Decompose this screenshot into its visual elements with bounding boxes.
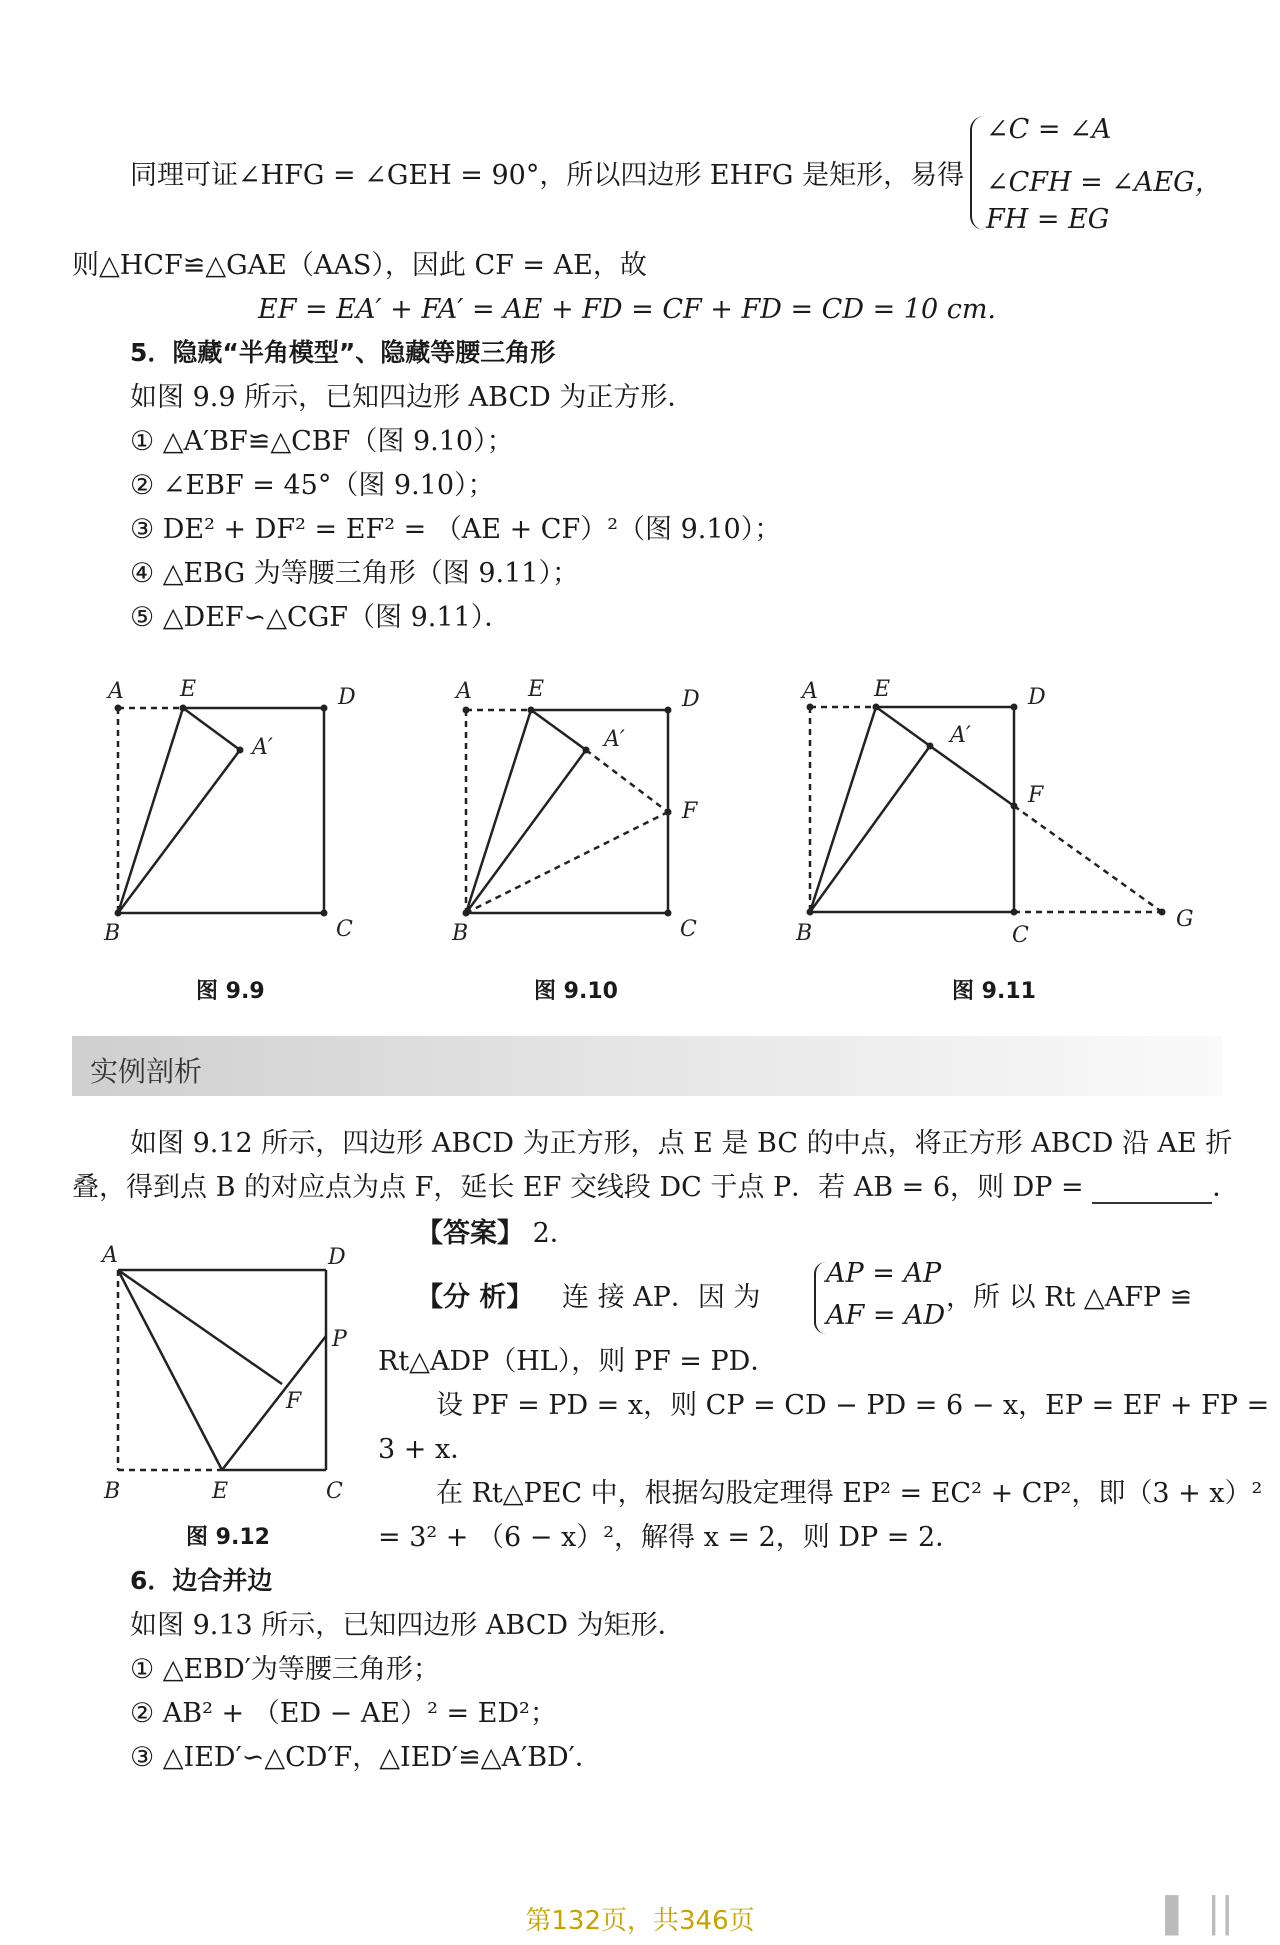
label-F: F [682,799,698,824]
label-D: D [682,687,700,712]
analysis-line: 3 + x． [378,1434,478,1465]
label-A: A [456,679,472,704]
label-A-prime: A′ [252,735,273,760]
problem-end: ． [1212,1172,1240,1203]
figure-caption: 图 9.11 [952,979,1036,1004]
segment-EA1 [183,708,240,750]
figure-caption: 图 9.9 [196,979,265,1004]
label-B: B [104,921,121,946]
answer-value: 2． [532,1218,577,1249]
segment-A1B [118,750,240,913]
label-A-prime: A′ [950,723,971,748]
label-A: A [102,1243,118,1268]
label-C: C [336,917,353,942]
section-title: 实例剖析 [90,1055,203,1088]
label-F: F [286,1389,302,1414]
problem-text: 叠，得到点 B 的对应点为点 F，延长 EF 交线段 DC 于点 P．若 AB = 6，则 DP = [72,1172,1084,1203]
label-E: E [528,677,545,702]
label-C: C [1012,923,1029,948]
analysis-line [416,1282,760,1314]
analysis-text: 连 接 AP．因 为 [562,1282,761,1313]
list-item: ③ DE² + DF² = EF² = （AE + CF）²（图 9.10）； [130,514,782,545]
section-band [72,1036,1222,1096]
list-item: ① △EBD′为等腰三角形； [130,1654,440,1685]
text-line: 则△HCF≌△GAE（AAS），因此 CF = AE，故 [72,250,647,281]
label-E: E [874,677,891,702]
label-E: E [180,677,197,702]
label-A-prime: A′ [604,727,625,752]
label-C: C [680,917,697,942]
figure-9-11 [794,670,1214,950]
list-item: ④ △EBG 为等腰三角形（图 9.11）； [130,558,579,589]
text-line: 如图 9.13 所示，已知四边形 ABCD 为矩形． [130,1610,685,1641]
left-brace [814,1262,826,1334]
text-line: 同理可证∠HFG = ∠GEH = 90°，所以四边形 EHFG 是矩形，易得 [130,160,965,191]
list-item: ② AB² + （ED − AE）² = ED²； [130,1698,557,1729]
section-heading: 6．边合并边 [130,1566,273,1595]
list-item: ③ △IED′∽△CD′F，△IED′≌△A′BD′． [130,1742,602,1773]
analysis-line: = 3² + （6 − x）²，解得 x = 2，则 DP = 2． [378,1522,963,1553]
figure-9-12 [96,1234,376,1514]
label-D: D [328,1245,346,1270]
list-item: ① △A′BF≌△CBF（图 9.10）； [130,426,514,457]
label-F: F [1028,783,1044,808]
label-P: P [332,1327,347,1352]
system-row: AF = AD [826,1300,946,1331]
answer-blank [1092,1178,1212,1204]
answer-line [416,1218,577,1250]
list-item: ② ∠EBF = 45°（图 9.10）； [130,470,495,501]
text-line: 如图 9.9 所示，已知四边形 ABCD 为正方形． [130,382,695,413]
equation-line: EF = EA′ + FA′ = AE + FD = CF + FD = CD = 10 cm. [258,294,997,325]
left-brace [970,116,984,230]
system-row: FH = EG [986,204,1110,235]
analysis-line: 设 PF = PD = x，则 CP = CD − PD = 6 − x，EP = EF + FP = [436,1390,1270,1421]
figure-9-10 [448,670,728,950]
label-D: D [1028,685,1046,710]
system-row: ∠C = ∠A [986,114,1112,145]
analysis-line: 在 Rt△PEC 中，根据勾股定理得 EP² = EC² + CP²，即（3 + x）² [436,1478,1263,1509]
label-C: C [326,1479,343,1504]
figure-caption: 图 9.10 [534,979,618,1004]
label-E: E [212,1479,229,1504]
problem-line: 如图 9.12 所示，四边形 ABCD 为正方形，点 E 是 BC 的中点，将正方形 ABCD 沿 AE 折 [130,1128,1233,1159]
list-item: ⑤ △DEF∽△CGF（图 9.11）． [130,602,512,633]
label-B: B [796,921,813,946]
analysis-line: Rt△ADP（HL），则 PF = PD． [378,1346,778,1377]
system-row: AP = AP [826,1258,942,1289]
label-B: B [452,921,469,946]
label-B: B [104,1479,121,1504]
problem-line [72,1172,1239,1204]
label-A: A [108,679,124,704]
page-indicator: 第132页，共346页 [525,1906,755,1936]
label-A: A [802,679,818,704]
label-G: G [1176,907,1194,932]
analysis-line: ，所 以 Rt △AFP ≌ [946,1282,1193,1313]
figure-caption: 图 9.12 [186,1525,270,1550]
analysis-label: 【分 析】 [416,1282,534,1313]
section-heading: 5．隐藏“半角模型”、隐藏等腰三角形 [130,338,556,367]
label-D: D [338,685,356,710]
answer-label: 【答案】 [416,1218,524,1249]
system-row: ∠CFH = ∠AEG， [986,167,1222,198]
figure-9-9 [100,670,380,950]
segment-EB [118,708,183,913]
scrollbar-handle-icon[interactable]: ▐ ▕ ▏ [1151,1896,1252,1936]
